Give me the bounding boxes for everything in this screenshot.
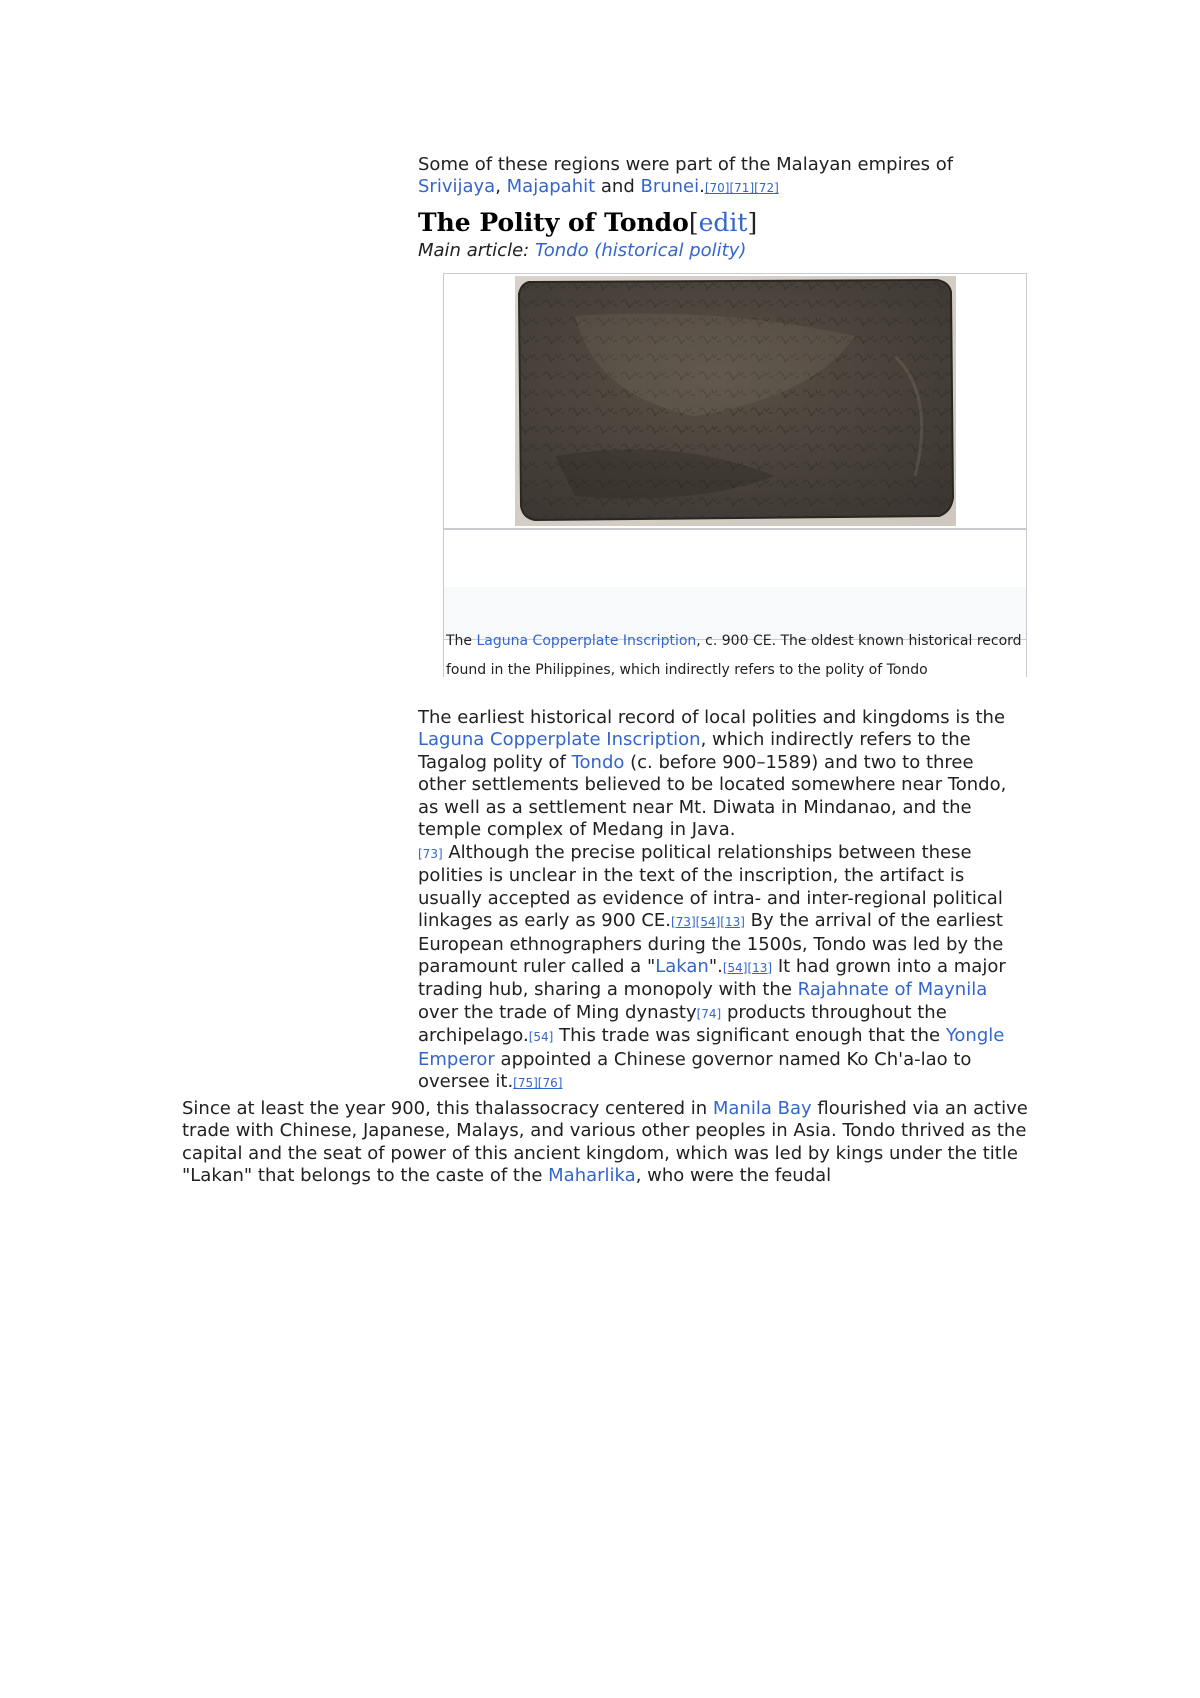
- link-srivijaya[interactable]: Srivijaya: [418, 176, 496, 198]
- edit-link[interactable]: edit: [698, 208, 748, 237]
- caption-text-1: The: [446, 633, 477, 649]
- citation-75-76[interactable]: [75][76]: [513, 1076, 563, 1091]
- thumbnail-image-area: [444, 274, 1026, 530]
- intro-sep-2: and: [595, 176, 641, 198]
- body1-text-9: products throughout the archipelago.: [418, 1001, 947, 1047]
- intro-text-1: Some of these regions were part of the Malayan empires of: [418, 154, 954, 175]
- edit-section: [689, 208, 757, 237]
- edit-bracket-close: ]: [747, 208, 758, 237]
- link-yongle-emperor[interactable]: Yongle Emperor: [418, 1025, 1005, 1070]
- body1-text-7: It had grown into a major trading hub, sharing a monopoly with the: [418, 955, 1006, 1001]
- body1-text-1: The earliest historical record of local polities and kingdoms is the: [418, 707, 1006, 728]
- body1-text-3: (c. before 900–1589) and two to three other settlements believed to be located somewhere near Tondo, as well as a settlement near Mt. Diwata in Mindanao, and the temple complex of Medang in Java.: [418, 751, 1007, 841]
- intro-paragraph: [418, 154, 1018, 200]
- body1-text-8: over the trade of Ming dynasty: [418, 1001, 697, 1023]
- link-maharlika[interactable]: Maharlika: [548, 1165, 636, 1187]
- body2-text-3: , who were the feudal: [635, 1165, 832, 1187]
- link-laguna-copperplate-inscription[interactable]: Laguna Copperplate Inscription: [418, 729, 701, 751]
- citation-74[interactable]: [74]: [696, 1006, 722, 1021]
- citation-70-71-72[interactable]: [70][71][72]: [704, 181, 779, 196]
- thumbnail-figure: [443, 273, 1027, 677]
- laguna-copperplate-image[interactable]: [515, 276, 956, 526]
- link-tondo[interactable]: Tondo: [571, 751, 625, 773]
- body1-text-6: ".: [708, 955, 723, 977]
- link-manila-bay[interactable]: Manila Bay: [712, 1098, 812, 1119]
- link-tondo-historical-polity[interactable]: Tondo (historical polity): [534, 240, 747, 261]
- body1-text-2: , which indirectly refers to the Tagalog polity of: [418, 729, 971, 773]
- thumbnail-caption: [446, 627, 1022, 685]
- citation-73-54-13[interactable]: [73][54][13]: [671, 915, 745, 930]
- citation-73[interactable]: [73]: [418, 846, 443, 861]
- intro-sep-1: ,: [495, 176, 507, 198]
- section-title: The Polity of Tondo: [418, 208, 689, 237]
- body-paragraph-1: [418, 707, 1018, 1095]
- caption-text-2: , c. 900 CE. The oldest known historical record found in the Philippines, which indirectly refers to the polity of Tondo: [446, 633, 1022, 678]
- hatnote-main-article: [418, 240, 746, 262]
- body-paragraph-2: [182, 1098, 1032, 1188]
- edit-bracket-open: [: [688, 208, 699, 237]
- citation-54[interactable]: [54]: [528, 1030, 554, 1045]
- citation-54-13[interactable]: [54][13]: [722, 960, 773, 975]
- body2-text-1: Since at least the year 900, this thalassocracy centered in: [182, 1098, 713, 1119]
- thumbnail-spacer: [444, 530, 1026, 587]
- link-majapahit[interactable]: Majapahit: [506, 176, 596, 198]
- body1-text-4: Although the precise political relationships between these polities is unclear in the text of the inscription, the artifact is usually accepted as evidence of intra- and inter-regional political linkages as early as 900 CE.: [418, 841, 1003, 932]
- body2-text-2: flourished via an active trade with Chinese, Japanese, Malays, and various other peoples in Asia. Tondo thrived as the capital and the seat of power of this ancient kingdom, which was led by kings under the title "Lakan" that belongs to the caste of the: [182, 1098, 1028, 1187]
- link-brunei[interactable]: Brunei: [640, 176, 700, 198]
- body1-text-5: By the arrival of the earliest European ethnographers during the 1500s, Tondo was led by the paramount ruler called a ": [418, 910, 1004, 977]
- body1-text-11: appointed a Chinese governor named Ko Ch'a-lao to oversee it.: [418, 1048, 972, 1093]
- body1-text-10: This trade was significant enough that the: [553, 1025, 946, 1047]
- link-lakan[interactable]: Lakan: [655, 955, 709, 977]
- intro-text-2: .: [699, 176, 705, 198]
- hatnote-prefix: Main article:: [418, 240, 535, 261]
- link-laguna-copperplate-caption[interactable]: Laguna Copperplate Inscription: [476, 633, 697, 649]
- link-rajahnate-of-maynila[interactable]: Rajahnate of Maynila: [797, 979, 988, 1001]
- section-heading: [418, 208, 757, 238]
